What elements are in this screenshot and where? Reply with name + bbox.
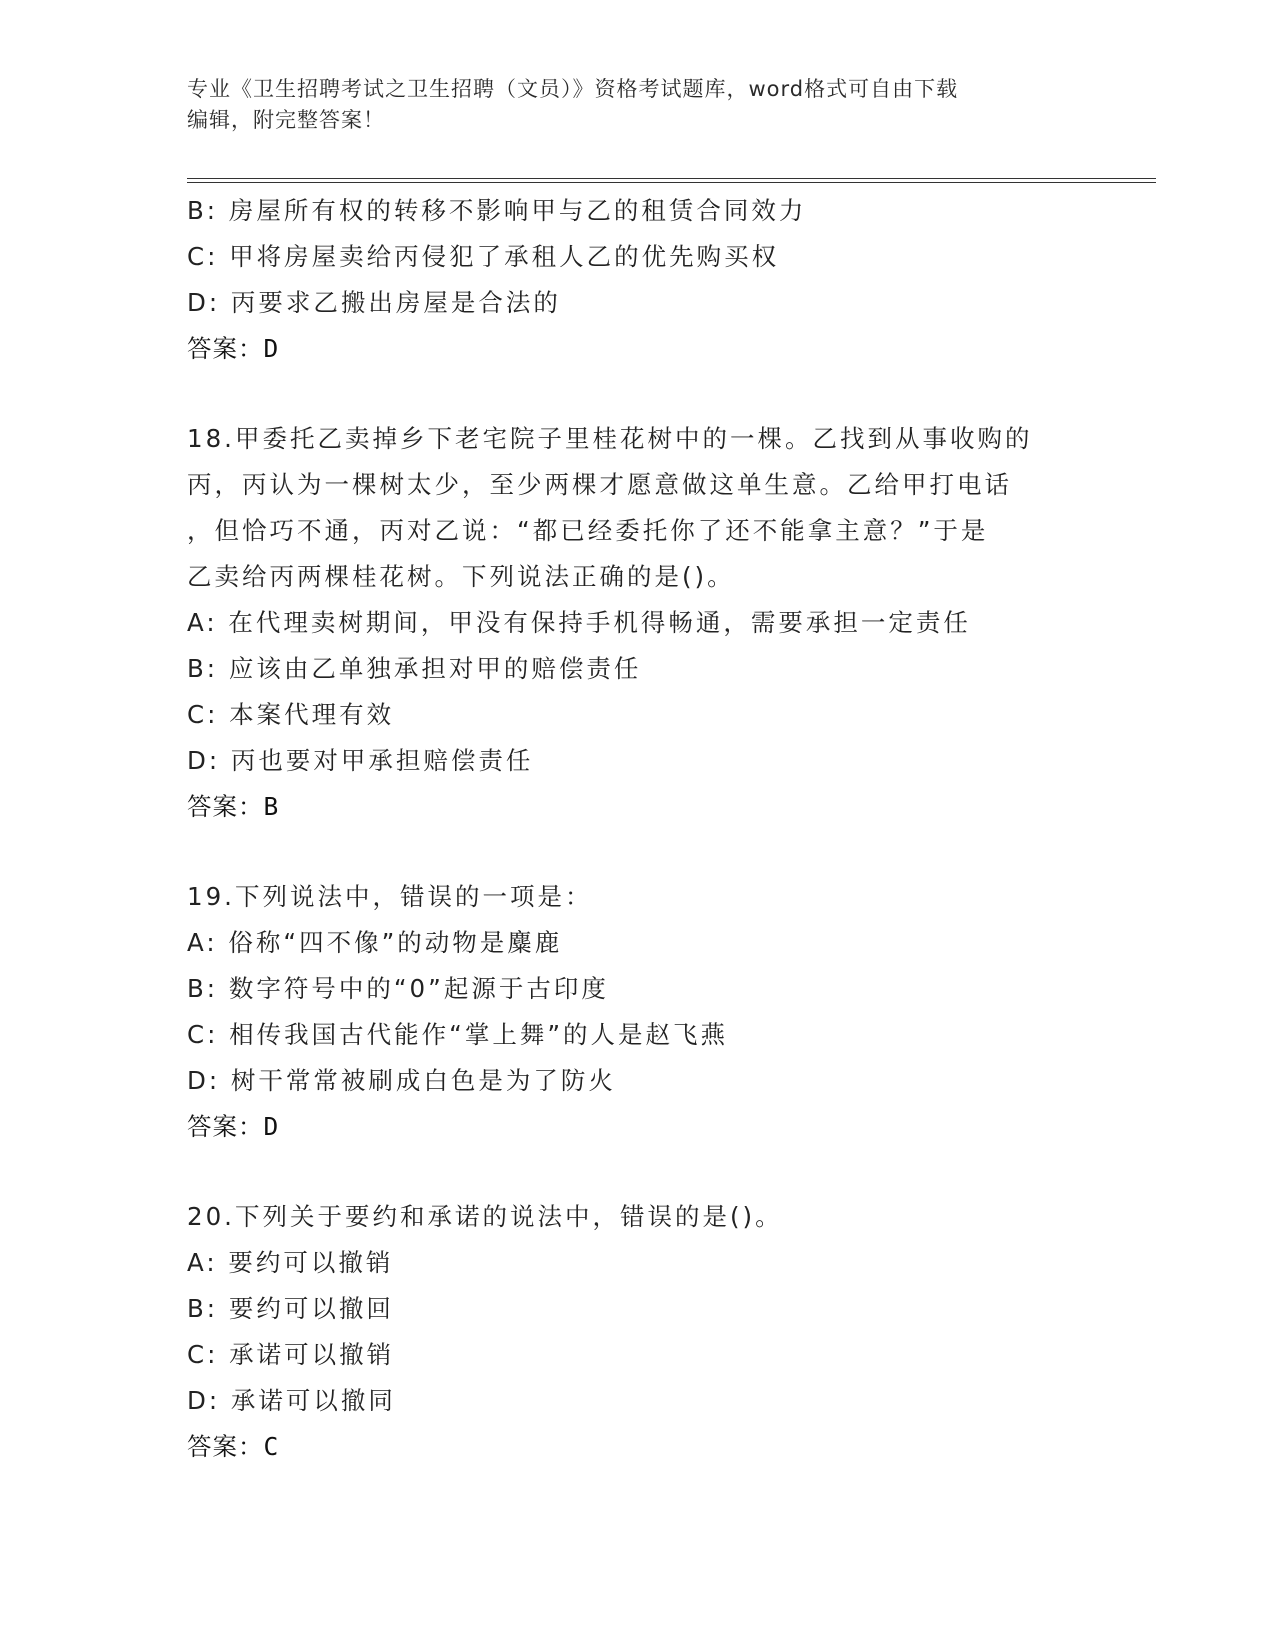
question-block-19 <box>187 874 1087 1150</box>
question-spacer <box>187 372 1087 416</box>
answer-label: 答案： <box>187 1112 264 1141</box>
answer-line <box>187 326 1087 372</box>
option-b: B: 数字符号中的“0”起源于古印度 <box>187 974 609 1003</box>
answer-label: 答案： <box>187 792 264 821</box>
option-c: C: 承诺可以撤销 <box>187 1340 395 1369</box>
answer-label: 答案： <box>187 1432 264 1461</box>
question-list <box>187 188 1087 1470</box>
option-d: D: 丙要求乙搬出房屋是合法的 <box>187 288 561 317</box>
answer-line <box>187 1424 1087 1470</box>
option-c: C: 本案代理有效 <box>187 700 395 729</box>
question-block-prev <box>187 188 1087 372</box>
answer-value: B <box>263 792 280 821</box>
option-a: A: 俗称“四不像”的动物是麋鹿 <box>187 928 563 957</box>
option-b: B: 要约可以撤回 <box>187 1294 394 1323</box>
answer-line <box>187 784 1087 830</box>
option-d: D: 树干常常被刷成白色是为了防火 <box>187 1066 616 1095</box>
option-d: D: 丙也要对甲承担赔偿责任 <box>187 746 534 775</box>
question-block-18 <box>187 416 1087 830</box>
question-block-20 <box>187 1194 1087 1470</box>
option-a: A: 在代理卖树期间，甲没有保持手机得畅通，需要承担一定责任 <box>187 608 971 637</box>
option-a: A: 要约可以撤销 <box>187 1248 394 1277</box>
option-c: C: 甲将房屋卖给丙侵犯了承租人乙的优先购买权 <box>187 242 780 271</box>
header-divider <box>187 178 1156 183</box>
question-stem-line: 丙，丙认为一棵树太少，至少两棵才愿意做这单生意。乙给甲打电话 <box>187 470 1012 499</box>
header-line-2: 编辑，附完整答案！ <box>187 108 385 132</box>
header-line-1: 专业《卫生招聘考试之卫生招聘（文员）》资格考试题库，word格式可自由下载 <box>187 77 959 101</box>
question-stem-line: 18.甲委托乙卖掉乡下老宅院子里桂花树中的一棵。乙找到从事收购的 <box>187 424 1033 453</box>
option-b: B: 房屋所有权的转移不影响甲与乙的租赁合同效力 <box>187 196 807 225</box>
option-d: D: 承诺可以撤同 <box>187 1386 396 1415</box>
question-spacer <box>187 830 1087 874</box>
answer-value: D <box>263 1112 280 1141</box>
question-stem-line: 20.下列关于要约和承诺的说法中，错误的是()。 <box>187 1202 783 1231</box>
option-b: B: 应该由乙单独承担对甲的赔偿责任 <box>187 654 642 683</box>
answer-value: C <box>263 1432 280 1461</box>
question-stem-line: 19.下列说法中，错误的一项是： <box>187 882 593 911</box>
answer-line <box>187 1104 1087 1150</box>
question-stem-line: ，但恰巧不通，丙对乙说：“都已经委托你了还不能拿主意？”于是 <box>187 516 989 545</box>
option-c: C: 相传我国古代能作“掌上舞”的人是赵飞燕 <box>187 1020 729 1049</box>
answer-value: D <box>263 334 280 363</box>
answer-label: 答案： <box>187 334 264 363</box>
question-spacer <box>187 1150 1087 1194</box>
document-header <box>187 74 1087 136</box>
question-stem-line: 乙卖给丙两棵桂花树。下列说法正确的是()。 <box>187 562 735 591</box>
